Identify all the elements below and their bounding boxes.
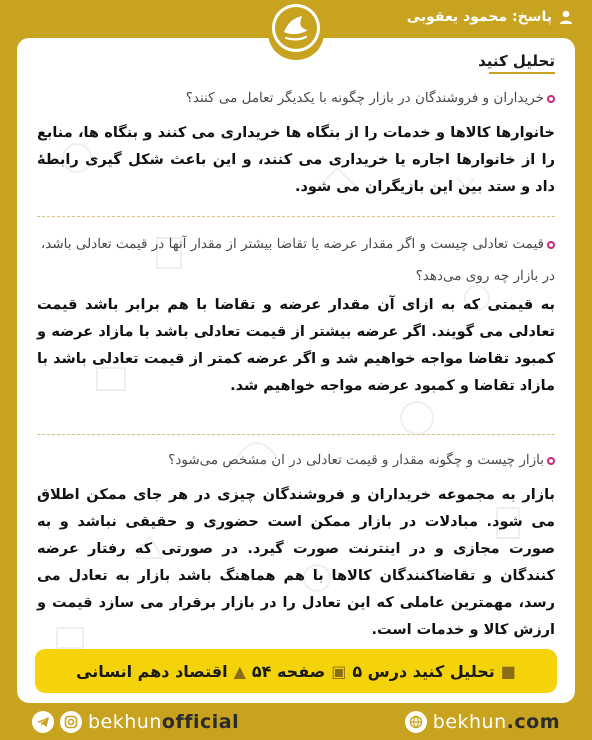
graduation-cap-icon: ▲ xyxy=(233,661,246,681)
answer-3: بازار به مجموعه خریداران و فروشندگان چیزی در هر جای ممکن اطلاق می شود. مبادلات در بازار ممکن است حضوری و حقیقی نباشد و به صورت مجازی و در اینترنت صورت گیرد. در صورتی که رفتار عرضه کنندگان و تقاضاکنندگان کالاها با هم هماهنگ باشد بازار به تعادل می رسد، مهمترین عاملی که این تعادل را در بازار برقرار می سازد قیمت و ارزش کالا و خدمات است. xyxy=(37,487,555,638)
book-icon: ▣ xyxy=(331,661,347,681)
book-title-label: اقتصاد دهم انسانی xyxy=(76,661,228,681)
lesson-label: تحلیل کنید درس ۵ xyxy=(352,661,495,681)
content-card xyxy=(17,38,575,703)
divider xyxy=(37,216,555,217)
social-handle[interactable] xyxy=(32,711,239,733)
question-1: خریداران و فروشندگان در بازار چگونه با یکدیگر تعامل می کنند؟ xyxy=(37,82,555,114)
lesson-info-bar xyxy=(35,649,557,693)
globe-icon xyxy=(405,711,427,733)
footer xyxy=(0,704,592,740)
website-link[interactable] xyxy=(405,711,560,733)
website-text: bekhun.com xyxy=(432,711,560,733)
title-underline xyxy=(489,72,555,74)
author-label-group xyxy=(407,9,574,25)
page-label: صفحه ۵۴ xyxy=(251,661,326,681)
telegram-icon[interactable] xyxy=(32,711,54,733)
question-2: قیمت تعادلی چیست و اگر مقدار عرضه یا تقاضا بیشتر از مقدار آنها در قیمت تعادلی باشد، در بازار چه روی می‌دهد؟ xyxy=(40,236,555,284)
instagram-icon[interactable] xyxy=(60,711,82,733)
answer-1: خانوارها کالاها و خدمات را از بنگاه ها خریداری می کنند و بنگاه ها، منابع را از خانوارها اجاره یا خریداری می کنند، و این باعث شکل گیری رابطهٔ داد و ستد بین این بازیگران می شود. xyxy=(37,125,555,195)
section-title: تحلیل کنید xyxy=(478,52,555,70)
answer-2: به قیمتی که به ازای آن مقدار عرضه و تقاضا با هم برابر باشد قیمت تعادلی می گویند. اگر عرضه بیشتر از قیمت تعادلی باشد با مازاد عرضه و کمبود تقاضا مواجه خواهیم شد و اگر عرضه کمتر از قیمت تعادلی باشد با مازاد تقاضا و کمبود عرضه مواجه خواهیم شد. xyxy=(37,297,555,394)
social-handle-text: bekhunofficial xyxy=(88,711,240,733)
brand-logo xyxy=(264,2,328,62)
bullet-icon xyxy=(547,95,555,103)
bullet-icon xyxy=(547,241,555,249)
bullet-icon xyxy=(547,457,555,465)
divider xyxy=(37,434,555,435)
author-label: پاسخ: محمود یعقوبی xyxy=(406,9,552,25)
student-icon: ■ xyxy=(500,661,516,681)
user-icon xyxy=(558,9,574,25)
question-3: بازار چیست و چگونه مقدار و قیمت تعادلی در ان مشخص می‌شود؟ xyxy=(37,444,555,476)
